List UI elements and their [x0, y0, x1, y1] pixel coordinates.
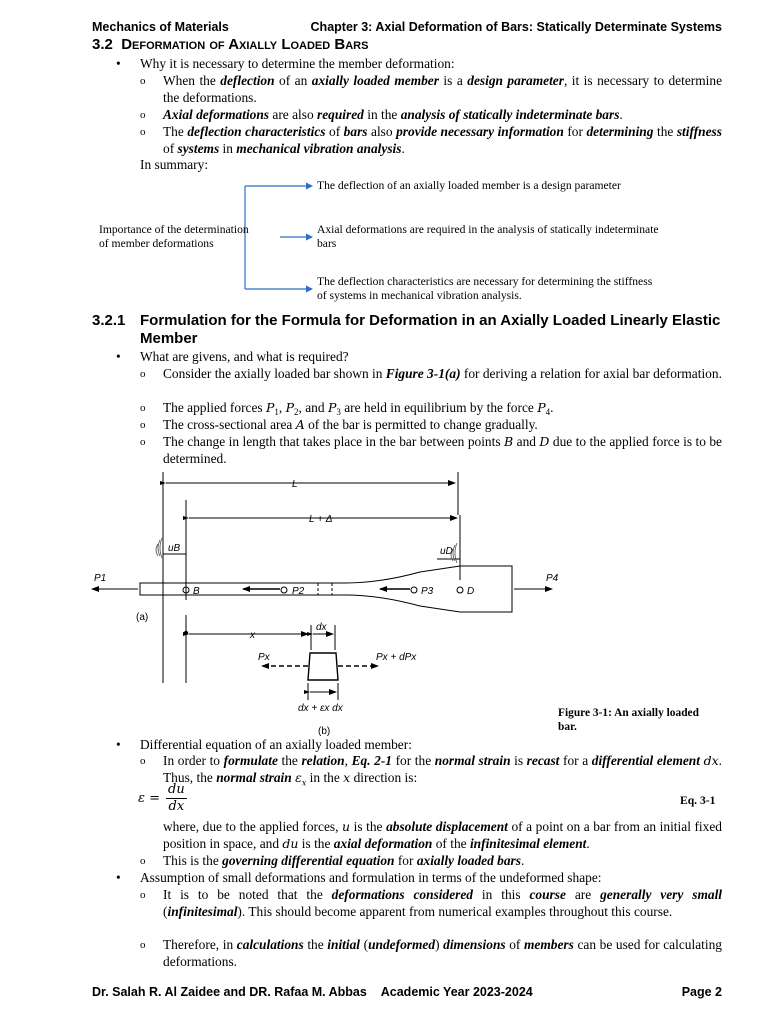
sub-bullet-marker: o — [140, 402, 146, 414]
equation-label: Eq. 3-1 — [680, 794, 716, 807]
label-B: B — [193, 586, 200, 597]
sub-bullet-marker: o — [140, 889, 146, 901]
assumption-bullet: Assumption of small deformations and formulation in terms of the undeformed shape: — [140, 870, 602, 885]
label-dx-eps: dx + εx dx — [298, 703, 343, 714]
label-P2: P2 — [292, 586, 305, 597]
label-Px-dPx: Px + dPx — [376, 652, 417, 663]
label-P4: P4 — [546, 573, 559, 584]
summary-source-line1: Importance of the determination — [99, 223, 249, 236]
summary-target-2-line1: Axial deformations are required in the analysis of statically indeterminate — [317, 223, 659, 236]
subsection-title-text: Formulation for the Formula for Deformation in an Axially Loaded Linearly Elastic Member — [140, 312, 721, 347]
bullet-dot: • — [116, 56, 121, 71]
differential-item-2: This is the governing differential equation for axially loaded bars. — [163, 853, 525, 868]
label-L: L — [292, 479, 298, 490]
givens-item-1: Consider the axially loaded bar shown in Figure 3-1(a) for deriving a relation for axial bar deformation. — [163, 366, 722, 381]
label-uB: uB — [168, 543, 181, 554]
sub-bullet-marker: o — [140, 109, 146, 121]
differential-bullet: Differential equation of an axially loaded member: — [140, 737, 412, 752]
givens-item-4: The change in length that takes place in the bar between points B and D due to the applied force is to be determined. — [163, 434, 723, 466]
header-course: Mechanics of Materials — [92, 20, 229, 34]
differential-item-1: In order to formulate the relation, Eq. 2-1 for the normal strain is recast for a differential element dx. Thus, the normal strain $\varepsilon_x$ in the x direction is: — [163, 753, 722, 788]
summary-target-2-line2: bars — [317, 237, 337, 250]
label-P1: P1 — [94, 573, 107, 584]
label-P3: P3 — [421, 586, 434, 597]
givens-item-2: The applied forces $P_1$, $P_2$, and $P_3$ are held in equilibrium by the force $P_4$. — [163, 400, 554, 417]
bullet-dot: • — [116, 349, 121, 364]
bullet-dot: • — [116, 870, 121, 885]
summary-target-3-line1: The deflection characteristics are necessary for determining the stiffness — [317, 275, 653, 288]
label-uD: uD — [440, 546, 453, 557]
givens-bullet: What are givens, and what is required? — [140, 349, 349, 364]
differential-item-1-cont: where, due to the applied forces, u is the absolute displacement of a point on a bar from an initial fixed position in space, and du is the axial deformation of the infinitesimal element. — [163, 819, 722, 851]
sub-bullet-marker: o — [140, 419, 146, 431]
givens-item-3: The cross-sectional area A of the bar is permitted to change gradually. — [163, 417, 538, 432]
label-x: x — [250, 630, 255, 641]
figure-caption-line2: bar. — [558, 721, 577, 733]
sub-bullet-marker: o — [140, 855, 146, 867]
summary-target-1: The deflection of an axially loaded member is a design parameter — [317, 179, 621, 192]
element-dx — [308, 653, 338, 680]
summary-target-3-line2: of systems in mechanical vibration analysis. — [317, 289, 522, 302]
sub-bullet-marker: o — [140, 126, 146, 138]
why-bullet: Why it is necessary to determine the member deformation: — [140, 56, 455, 71]
why-item-2: Axial deformations are also required in the analysis of statically indeterminate bars. — [163, 107, 623, 122]
assumption-item-2: Therefore, in calculations the initial (undeformed) dimensions of members can be used for calculating deformations. — [163, 937, 722, 969]
sub-bullet-marker: o — [140, 939, 146, 951]
header-chapter: Chapter 3: Axial Deformation of Bars: Statically Determinate Systems — [310, 20, 722, 34]
footer-year: Academic Year 2023-2024 — [380, 985, 533, 999]
sub-bullet-marker: o — [140, 436, 146, 448]
label-b: (b) — [318, 726, 331, 737]
point-D — [457, 587, 463, 593]
page-footer — [92, 985, 722, 999]
why-item-3: The deflection characteristics of bars also provide necessary information for determining the stiffness of systems in mechanical vibration analysis. — [163, 124, 722, 156]
footer-authors: Dr. Salah R. Al Zaidee and DR. Rafaa M. Abbas — [92, 985, 367, 999]
figure-caption-line1: Figure 3-1: An axially loaded — [558, 707, 699, 719]
label-Px: Px — [258, 652, 270, 663]
assumption-item-1: It is to be noted that the deformations considered in this course are generally very small (infinitesimal). This should become apparent from numerical examples throughout this course. — [163, 887, 723, 919]
sub-bullet-marker: o — [140, 755, 146, 767]
footer-authors-year — [92, 985, 533, 999]
subsection-number: 3.2.1 — [92, 312, 126, 329]
bullet-dot: • — [116, 737, 121, 752]
equation-3-1: ε = $\frac{du}{dx}$ — [138, 782, 185, 814]
summary-source-line2: of member deformations — [99, 237, 214, 250]
figure-caption — [558, 706, 699, 734]
sub-bullet-marker: o — [140, 75, 146, 87]
why-item-1: When the deflection of an axially loaded member is a design parameter, it is necessary to determine the deformations. — [163, 73, 723, 105]
label-D: D — [467, 586, 475, 597]
footer-page: Page 2 — [681, 985, 722, 999]
section-title-text: Deformation of Axially Loaded Bars — [121, 36, 369, 53]
label-dx: dx — [316, 622, 327, 633]
sub-bullet-marker: o — [140, 368, 146, 380]
in-summary: In summary: — [140, 157, 209, 172]
label-a: (a) — [136, 612, 149, 623]
label-L-delta: L + Δ — [309, 514, 333, 525]
section-number: 3.2 — [92, 36, 113, 53]
